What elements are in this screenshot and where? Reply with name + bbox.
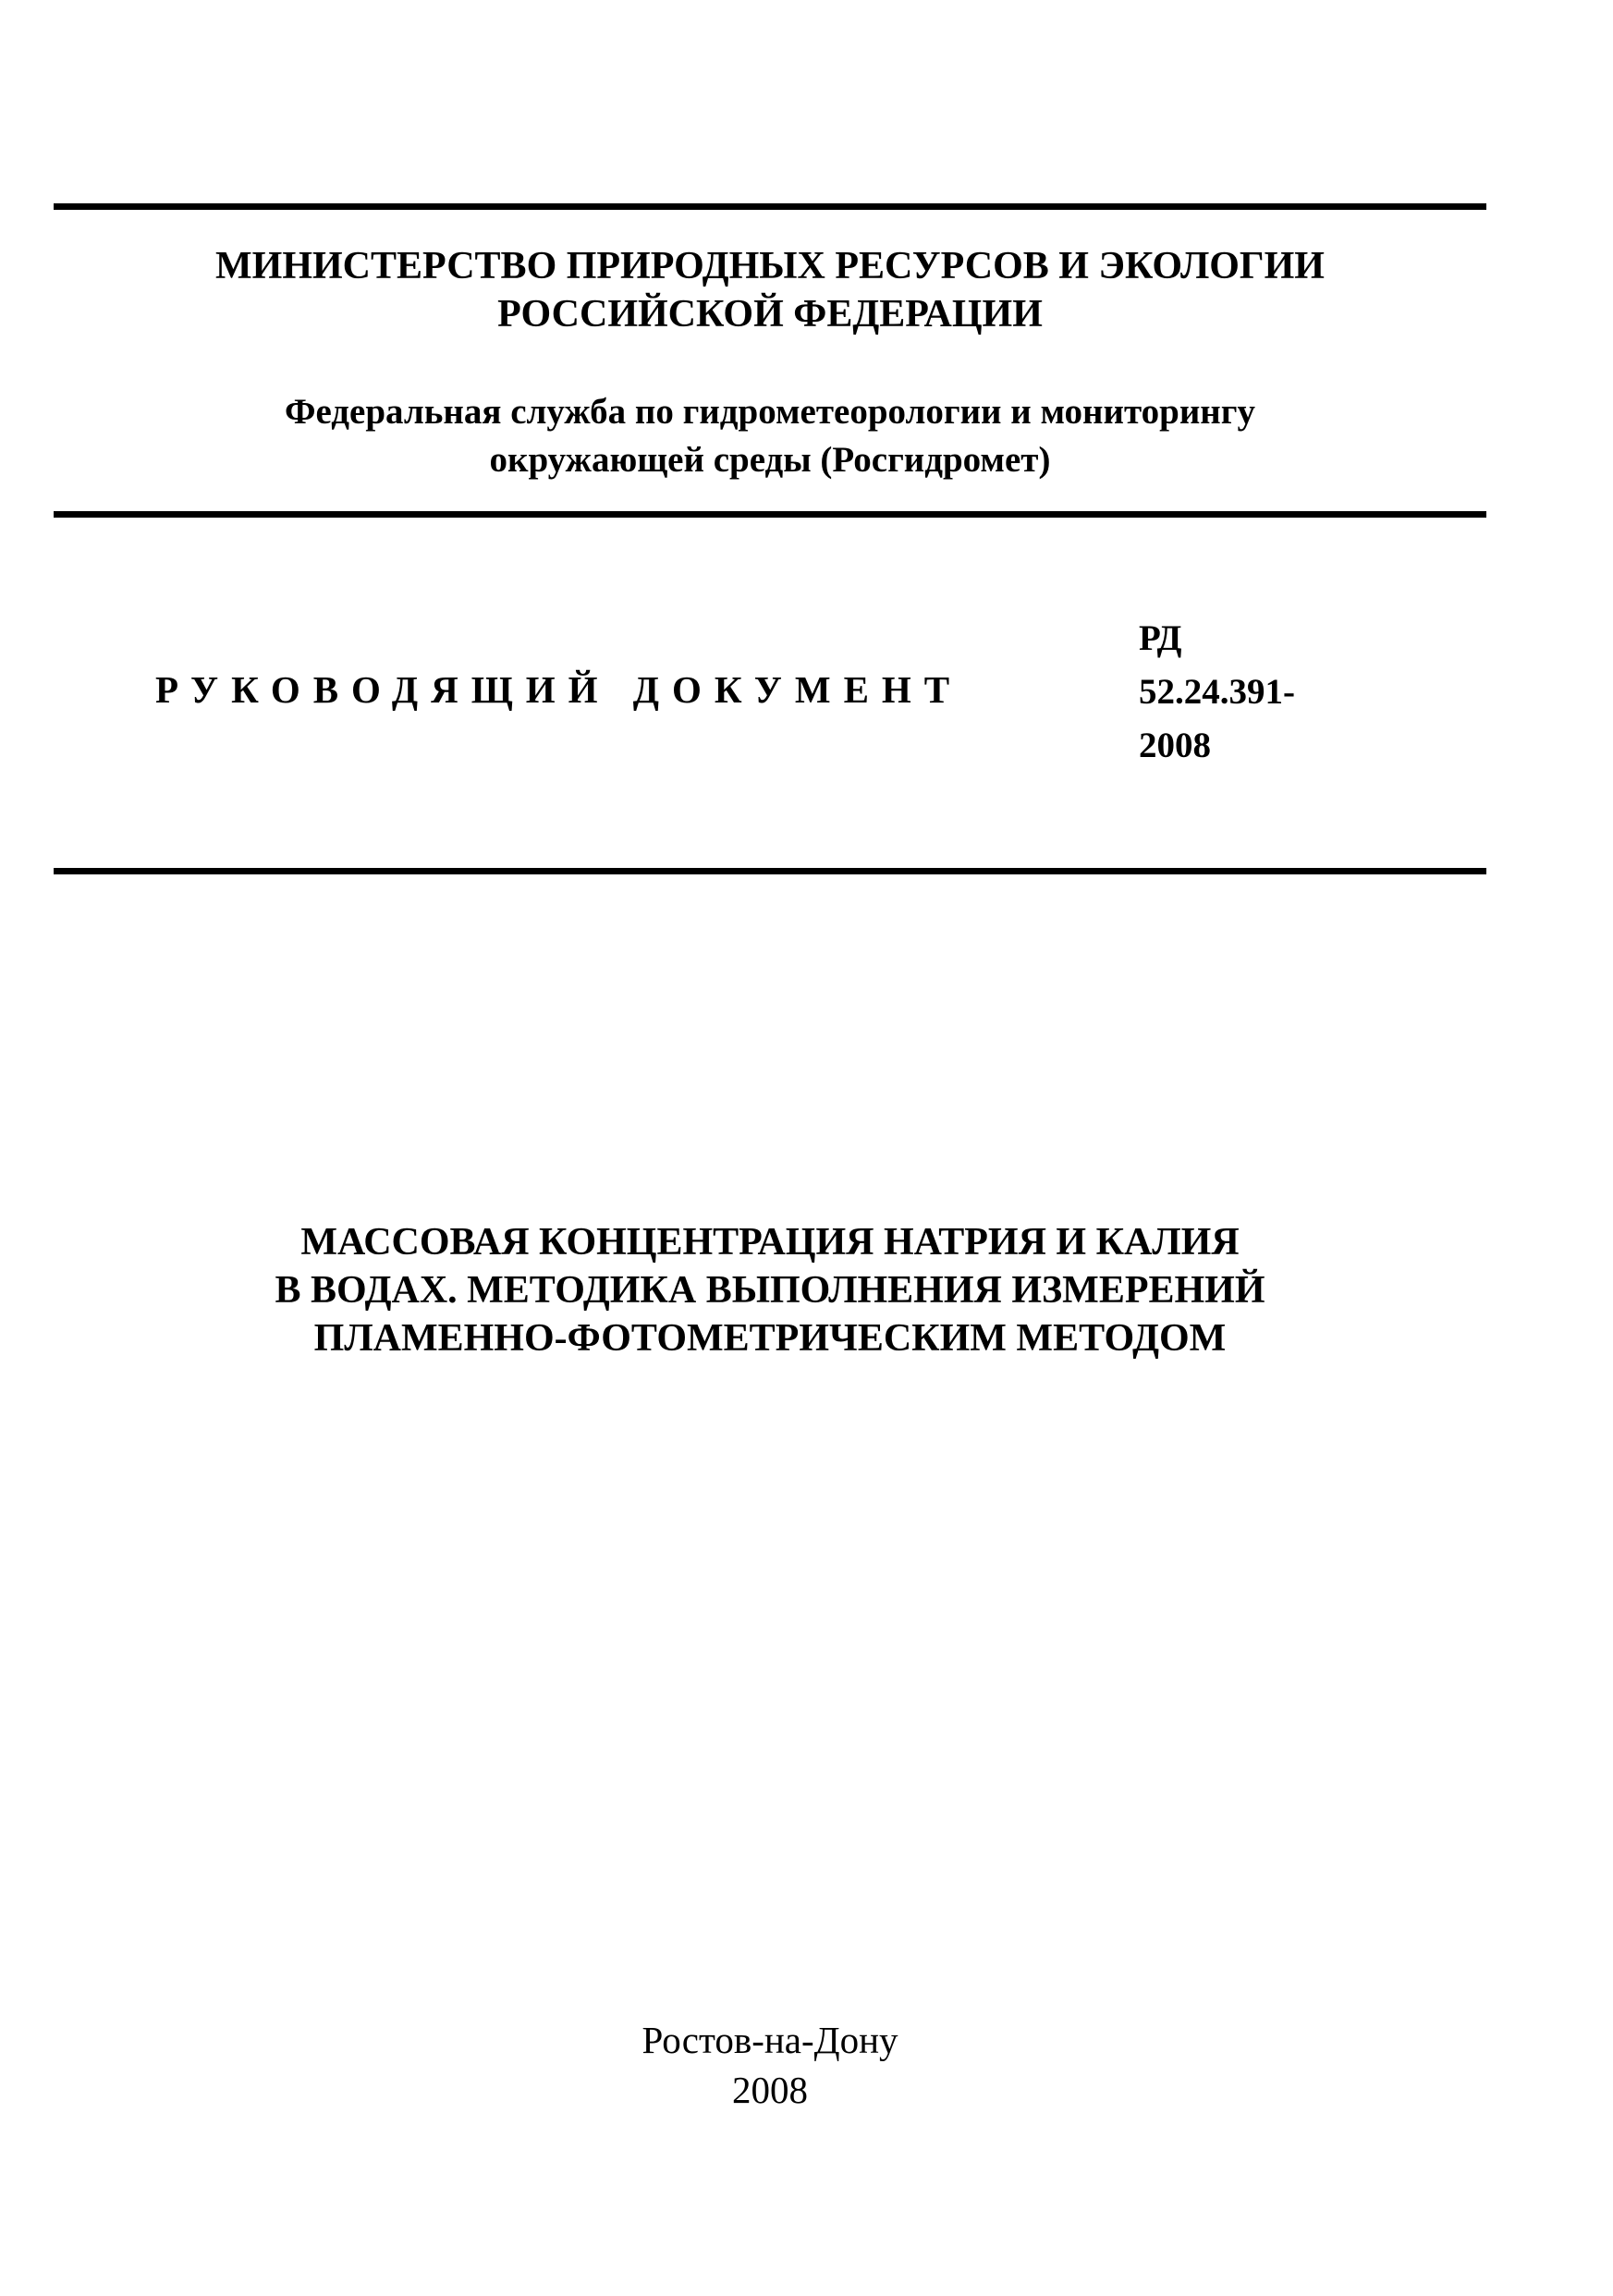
document-number	[1139, 612, 1295, 773]
ministry-name	[54, 242, 1486, 338]
bottom-divider	[54, 868, 1486, 874]
document-number-line-2: 52.24.391-	[1139, 672, 1295, 712]
service-line-1: Федеральная служба по гидрометеорологии и мониторингу	[285, 392, 1255, 432]
document-type: РУКОВОДЯЩИЙ ДОКУМЕНТ	[155, 668, 963, 711]
title-line-1: МАССОВАЯ КОНЦЕНТРАЦИЯ НАТРИЯ И КАЛИЯ	[300, 1221, 1240, 1264]
title-line-3: ПЛАМЕННО-ФОТОМЕТРИЧЕСКИМ МЕТОДОМ	[313, 1317, 1227, 1360]
document-number-line-1: РД	[1139, 618, 1182, 658]
ministry-line-2: РОССИЙСКОЙ ФЕДЕРАЦИИ	[497, 293, 1043, 336]
document-title	[54, 1218, 1486, 1362]
publication-info	[54, 2015, 1486, 2115]
ministry-line-1: МИНИСТЕРСТВО ПРИРОДНЫХ РЕСУРСОВ И ЭКОЛОГИИ	[215, 245, 1325, 287]
title-line-2: В ВОДАХ. МЕТОДИКА ВЫПОЛНЕНИЯ ИЗМЕРЕНИЙ	[275, 1269, 1265, 1312]
document-number-line-3: 2008	[1139, 726, 1211, 765]
top-divider	[54, 203, 1486, 210]
service-name	[54, 388, 1486, 484]
middle-divider	[54, 511, 1486, 518]
publication-year: 2008	[732, 2069, 808, 2111]
service-line-2: окружающей среды (Росгидромет)	[489, 440, 1051, 480]
publication-place: Ростов-на-Дону	[642, 2019, 898, 2061]
